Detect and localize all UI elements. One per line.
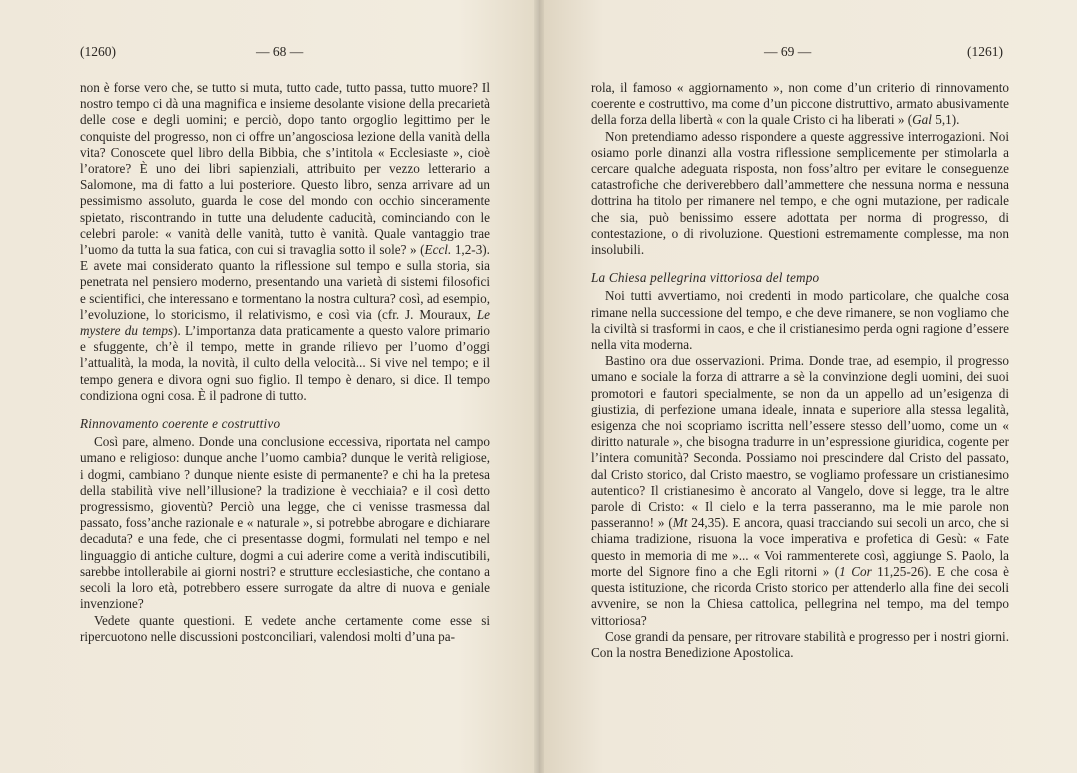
right-p4-text-c: 11,25-26). E che cosa è questa istituzione, che ricorda Cristo storico per attenderlo alla fine dei secoli avvenire, se non la Chiesa cattolica, pellegrina nel tempo, ma del tempo vittoriosa?	[591, 563, 1009, 628]
right-p1-text-a: rola, il famoso « aggiornamento », non come d’un criterio di rinnovamento coerente e costruttivo, ma come d’un piccone distruttivo, armato abusivamente della forza della libertà « con la quale Cristo ci ha liberati » (	[591, 80, 1009, 128]
right-p1-text-b: 5,1).	[931, 112, 960, 128]
left-folio: — 68 —	[256, 44, 304, 59]
right-paragraph-2: Non pretendiamo adesso rispondere a queste aggressive interrogazioni. Noi osiamo porle dinanzi alla vostra riflessione semplicemente per stimolarla a cercare qualche adeguata risposta, non foss’altro per evitare le conseguenze catastrofiche che deriverebbero dall’ammettere che nessuna norma e nessuna dottrina ha titolo per rimanere nel tempo, e che ogni mutazione, per radicale che sia, può benissimo essere adottata per norma di progresso, di contestazione, o di rivoluzione. Questioni estremamente complesse, ma non insolubili.	[591, 128, 1009, 258]
left-p1-text-c: ). L’importanza data praticamente a questo valore primario e sfuggente, ch’è il tempo, mette in grande rilievo per l’uomo d’oggi l’attualità, la moda, la novità, il culto della velocità... Si vive nel tempo; e il tempo genera e divora ogni suo figlio. Il tempo è denaro, si dice. Il tempo condiziona ogni cosa. È il padrone di tutto.	[80, 323, 490, 403]
right-p4-text-a: Bastino ora due osservazioni. Prima. Donde trae, ad esempio, il progresso umano e sociale la forza di attrarre a sè la convinzione degli uomini, dei suoi promotori e fautori specialmente, se non da un appello ad un’esigenza di giustizia, di perfezione umana ideale, innata e superiore alla stessa legalità, esigenza che noi scopriamo iscritta nell’essere stesso dell’uomo, come un « diritto naturale », che bisogna tradurre in un’espressione giuridica, cogente per l’intera comunità? Seconda. Possiamo noi prescindere dal Cristo del passato, dal Cristo storico, dal Cristo maestro, se vogliamo professare un cristianesimo autentico? Il cristianesimo è ancorato al Vangelo, dove si legge, tra le altre parole di Cristo: « Il cielo e la terra passeranno, ma le mie parole non passeranno! » (	[591, 353, 1009, 531]
right-p4-text-b: 24,35). E ancora, quasi tracciando sui secoli un arco, che si chiama tradizione, risuona la voce imperativa e profetica di Gesù: « Fate questo in memoria di me »... « Voi rammenterete così, aggiunge S. Paolo, la morte del Signore fino a che Egli ritorni » (	[591, 515, 1009, 579]
right-paragraph-4	[591, 353, 1009, 628]
right-p1-ref: Gal	[912, 112, 932, 128]
left-p1-text-a: non è forse vero che, se tutto si muta, tutto cade, tutto passa, tutto muore? Il nostro tempo ci dà una magnifica e insieme desolante visione della precarietà delle cose e degli uomini; e perciò, dopo tanto orgoglio legittimo per le conquiste del progresso, non ci offre un’angosciosa lezione della vanità della vita? Conoscete quel libro della Bibbia, che s’intitola « Ecclesiaste », cioè l’oratore? È uno dei libri sapienziali, attribuito per vezzo letterario a Salomone, ma di fatto a lui posteriore. Questo libro, senza arrivare ad un pessimismo assoluto, guarda le cose del mondo con occhio sinceramente spietato, riscontrando in tutte una deludente caducità, cominciando con le celebri parole: « vanità delle vanità, tutto è vanità. Quale vantaggio trae l’uomo da tutta la sua fatica, con cui si travaglia sotto il sole? » (	[80, 80, 490, 258]
book-gutter	[534, 0, 544, 773]
right-section-heading: La Chiesa pellegrina vittoriosa del tempo	[591, 270, 820, 286]
left-paragraph-2: Così pare, almeno. Donde una conclusione eccessiva, riportata nel campo umano e religioso: dunque anche l’uomo cambia? dunque le verità religiose, i dogmi, cambiano ? dunque niente esiste di permanente? e chi ha la pretesa della stabilità vive nell’illusione? la tradizione è vecchiaia? e il così detto progressismo, gioventù? Perciò una legge, che ci venisse trasmessa dal passato, foss’anche razionale e « naturale », si potrebbe abrogare e dichiarare decaduta? e una fede, che ci presentasse dogmi, formulati nel tempo e nel linguaggio di antiche culture, dogmi a cui aderire come a verità indiscutibili, sarebbe intollerabile ai giorni nostri? e strutture ecclesiastiche, che contano a secoli la loro età, potrebbero essere surrogate da altre di nuova e geniale invenzione?	[80, 434, 490, 612]
left-paragraph-3: Vedete quante questioni. E vedete anche certamente come esse si ripercuotono nelle discussioni postconciliari, valendosi molti d’una pa-	[80, 612, 490, 644]
right-p4-ref: Mt	[672, 515, 688, 531]
left-paragraph-1	[80, 80, 490, 404]
right-page	[539, 0, 1077, 773]
left-page-body	[80, 80, 490, 645]
right-paragraph-3: Noi tutti avvertiamo, noi credenti in modo particolare, che qualche cosa rimane nella successione del tempo, e che deve rimanere, se non vogliamo che la civiltà si trasformi in caos, e che il cristianesimo perda ogni ragione d’essere nella vita moderna.	[591, 288, 1009, 353]
right-bracket-number: (1261)	[967, 44, 1003, 59]
left-p1-book-title: Le mystere du temps	[80, 306, 490, 339]
left-p1-ref: Eccl.	[424, 242, 452, 258]
right-paragraph-1	[591, 80, 1009, 129]
right-page-body	[591, 80, 1009, 661]
right-paragraph-5: Cose grandi da pensare, per ritrovare stabilità e progresso per i nostri giorni. Con la nostra Benedizione Apostolica.	[591, 628, 1009, 660]
left-section-heading: Rinnovamento coerente e costruttivo	[80, 416, 281, 432]
right-p4-ref-2: 1 Cor	[839, 563, 872, 579]
right-folio: — 69 —	[764, 44, 812, 59]
left-bracket-number: (1260)	[80, 44, 116, 59]
left-p1-text-b: 1,2-3). E avete mai considerato quanto la riflessione sul tempo e sulla storia, sia penetrata nel pensiero moderno, presentando una varietà di sistemi filosofici e scientifici, che interessano e tormentano la nostra cultura? così, ad esempio, l’evoluzione, lo storicismo, il relativismo, e così via (cfr. J. Mouraux,	[80, 242, 490, 322]
